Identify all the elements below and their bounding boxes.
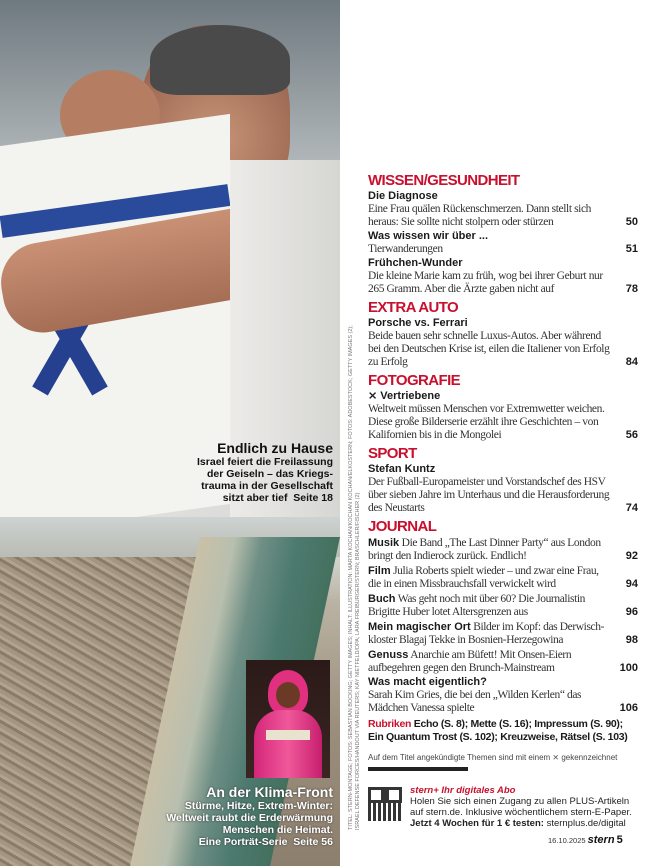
caption-line: Stürme, Hitze, Extrem-Winter:: [184, 800, 333, 812]
toc-entry[interactable]: [368, 593, 638, 619]
page-number: 98: [625, 634, 638, 646]
toc-entry[interactable]: [368, 390, 638, 442]
divider: [368, 767, 468, 771]
entry-label: Mein magischer Ort: [368, 621, 471, 633]
caption-page: Seite 18: [293, 492, 333, 504]
entry-title: Was wissen wir über ...: [368, 230, 489, 242]
qr-code[interactable]: [368, 787, 402, 821]
entry-text: Bilder im Kopf: das Derwisch-kloster Blagaj Tekke in Bosnien-Herzegowina: [368, 621, 605, 646]
entry-text: Anarchie am Büfett! Mit Onsen-Eiern aufbegehren gegen den Brunch-Mainstream: [368, 649, 572, 674]
credit-line: TITEL: STERN-MONTAGE; FOTOS: SEBASTIAN BÖCKING; GETTY IMAGES; INHALT: ILLUSTRATION: MARTA KOCHAN/KOCHAN KOCHAN/ELKOSTERN; FOTOS: ADOBESTOCK; GETTY IMAGES (2);: [348, 325, 354, 830]
entry-label: Buch: [368, 593, 396, 605]
entry-text: Der Fußball-Europameister und Vorstandschef des HSV über sieben Jahre im Unterhaus und die Herausforderung des Neustarts: [368, 476, 610, 514]
entry-text: Die Band „The Last Dinner Party“ aus London bringt den Indierock zurück. Endlich!: [368, 537, 601, 562]
entry-text: Julia Roberts spielt wieder – und zwar eine Frau, die in einen Missbrauchsfall verwickelt wird: [368, 565, 599, 590]
page-number: 84: [625, 356, 638, 368]
rubriken-text: Echo (S. 8); Mette (S. 16); Impressum (S. 90); Ein Quantum Trost (S. 102); Kreuzweise, Rätsel (S. 103): [368, 718, 628, 743]
section-journal: [368, 518, 638, 743]
cover-topics-note: Auf dem Titel angekündigte Themen sind mit einem ⨯ gekennzeichnet: [368, 753, 618, 762]
entry-title: Stefan Kuntz: [368, 463, 436, 475]
section-heading: FOTOGRAFIE: [368, 372, 461, 389]
caption-line: Israel feiert die Freilassung: [197, 456, 333, 468]
section-wissen: [368, 172, 638, 296]
section-heading: WISSEN/GESUNDHEIT: [368, 172, 520, 189]
photo-credits: [348, 270, 362, 830]
abo-title: stern+ Ihr digitales Abo: [410, 785, 516, 796]
section-heading: SPORT: [368, 445, 417, 462]
abo-promo[interactable]: [368, 785, 638, 829]
entry-title: Frühchen-Wunder: [368, 257, 463, 269]
toc-entry[interactable]: [368, 565, 638, 591]
abo-link[interactable]: sternplus.de/digital: [546, 818, 626, 829]
toc-entry[interactable]: [368, 317, 638, 369]
caption-line: Menschen die Heimat.: [222, 824, 333, 836]
section-fotografie: [368, 372, 638, 442]
page-number: 56: [625, 429, 638, 441]
entry-text: Weltweit müssen Menschen vor Extremwetter weichen. Diese große Bilderserie erzählt ihre Geschichten – von Kalifornien bis in die Mongolei: [368, 403, 605, 441]
entry-text: Die kleine Marie kam zu früh, wog bei ihrer Geburt nur 265 Gramm. Aber die Ärzte gaben nicht auf: [368, 270, 603, 295]
rubriken-label: Rubriken: [368, 718, 412, 730]
rubriken-line: [368, 718, 638, 743]
toc-entry[interactable]: [368, 190, 638, 229]
page-footer: [548, 834, 623, 846]
section-heading: EXTRA AUTO: [368, 299, 459, 316]
page-number: 106: [619, 702, 638, 714]
section-extra-auto: [368, 299, 638, 369]
top-photo-caption[interactable]: [197, 440, 333, 504]
entry-text: Beide bauen sehr schnelle Luxus-Autos. Aber während bei den Deutschen Krise ist, eilen die Italiener von Erfolg zu Erfolg: [368, 330, 610, 368]
entry-title: Porsche vs. Ferrari: [368, 317, 468, 329]
page-number: 78: [625, 283, 638, 295]
abo-cta: Jetzt 4 Wochen für 1 € testen:: [410, 818, 544, 829]
abo-text: auf stern.de. Inklusive wöchentlichem stern-E-Paper.: [410, 807, 632, 818]
portrait-inset-photo[interactable]: [246, 660, 330, 778]
page-number: 100: [619, 662, 638, 674]
toc-entry[interactable]: [368, 463, 638, 515]
entry-text: Was geht noch mit über 60? Die Journalistin Brigitte Huber lotet Altersgrenzen aus: [368, 593, 586, 618]
entry-label: Genuss: [368, 649, 409, 661]
caption-line: Eine Porträt-Serie: [198, 836, 288, 848]
entry-title: Die Diagnose: [368, 190, 438, 202]
page-number: 74: [625, 502, 638, 514]
page-number: 96: [625, 606, 638, 618]
page-number: 50: [625, 216, 638, 228]
table-of-contents: [368, 169, 638, 829]
issue-date: 16.10.2025: [548, 836, 586, 845]
caption-line: der Geiseln – das Kriegs-: [206, 468, 333, 480]
caption-title: Endlich zu Hause: [217, 440, 333, 456]
entry-title: Was macht eigentlich?: [368, 676, 487, 688]
toc-entry[interactable]: [368, 621, 638, 647]
page-number: 94: [625, 578, 638, 590]
section-heading: JOURNAL: [368, 518, 437, 535]
entry-label: Musik: [368, 537, 400, 549]
toc-entry[interactable]: [368, 230, 638, 256]
credit-line: ISRAEL DEFENSE FORCES/HANDOUT VIA REUTERS; KAY NIETFELD/DPA; LARA FREIBURGER/STERN; BRASCHLER/FISCHER (2): [355, 492, 361, 830]
toc-entry[interactable]: [368, 676, 638, 715]
entry-text: Eine Frau quälen Rückenschmerzen. Dann stellt sich heraus: Sie sollte nicht stolpern oder stürzen: [368, 203, 592, 228]
toc-entry[interactable]: [368, 537, 638, 563]
page-number: 5: [616, 834, 623, 846]
entry-text: Sarah Kim Gries, die bei den „Wilden Kerlen“ das Mädchen Vanessa spielte: [368, 689, 582, 714]
toc-entry[interactable]: [368, 257, 638, 296]
toc-entry[interactable]: [368, 649, 638, 675]
brand-logo: stern: [587, 834, 615, 846]
entry-title: ⨯ Vertriebene: [368, 390, 441, 402]
abo-text: Holen Sie sich einen Zugang zu allen PLUS-Artikeln: [410, 796, 630, 807]
caption-line: Weltweit raubt die Erderwärmung: [166, 812, 333, 824]
caption-line: trauma in der Gesellschaft: [201, 480, 333, 492]
bottom-photo-caption[interactable]: [166, 784, 333, 848]
entry-text: Tierwanderungen: [368, 243, 443, 255]
page-number: 51: [625, 243, 638, 255]
caption-line: sitzt aber tief: [222, 492, 288, 504]
entry-label: Film: [368, 565, 391, 577]
caption-title: An der Klima-Front: [206, 784, 333, 800]
section-sport: [368, 445, 638, 515]
caption-page: Seite 56: [293, 836, 333, 848]
page-number: 92: [625, 550, 638, 562]
